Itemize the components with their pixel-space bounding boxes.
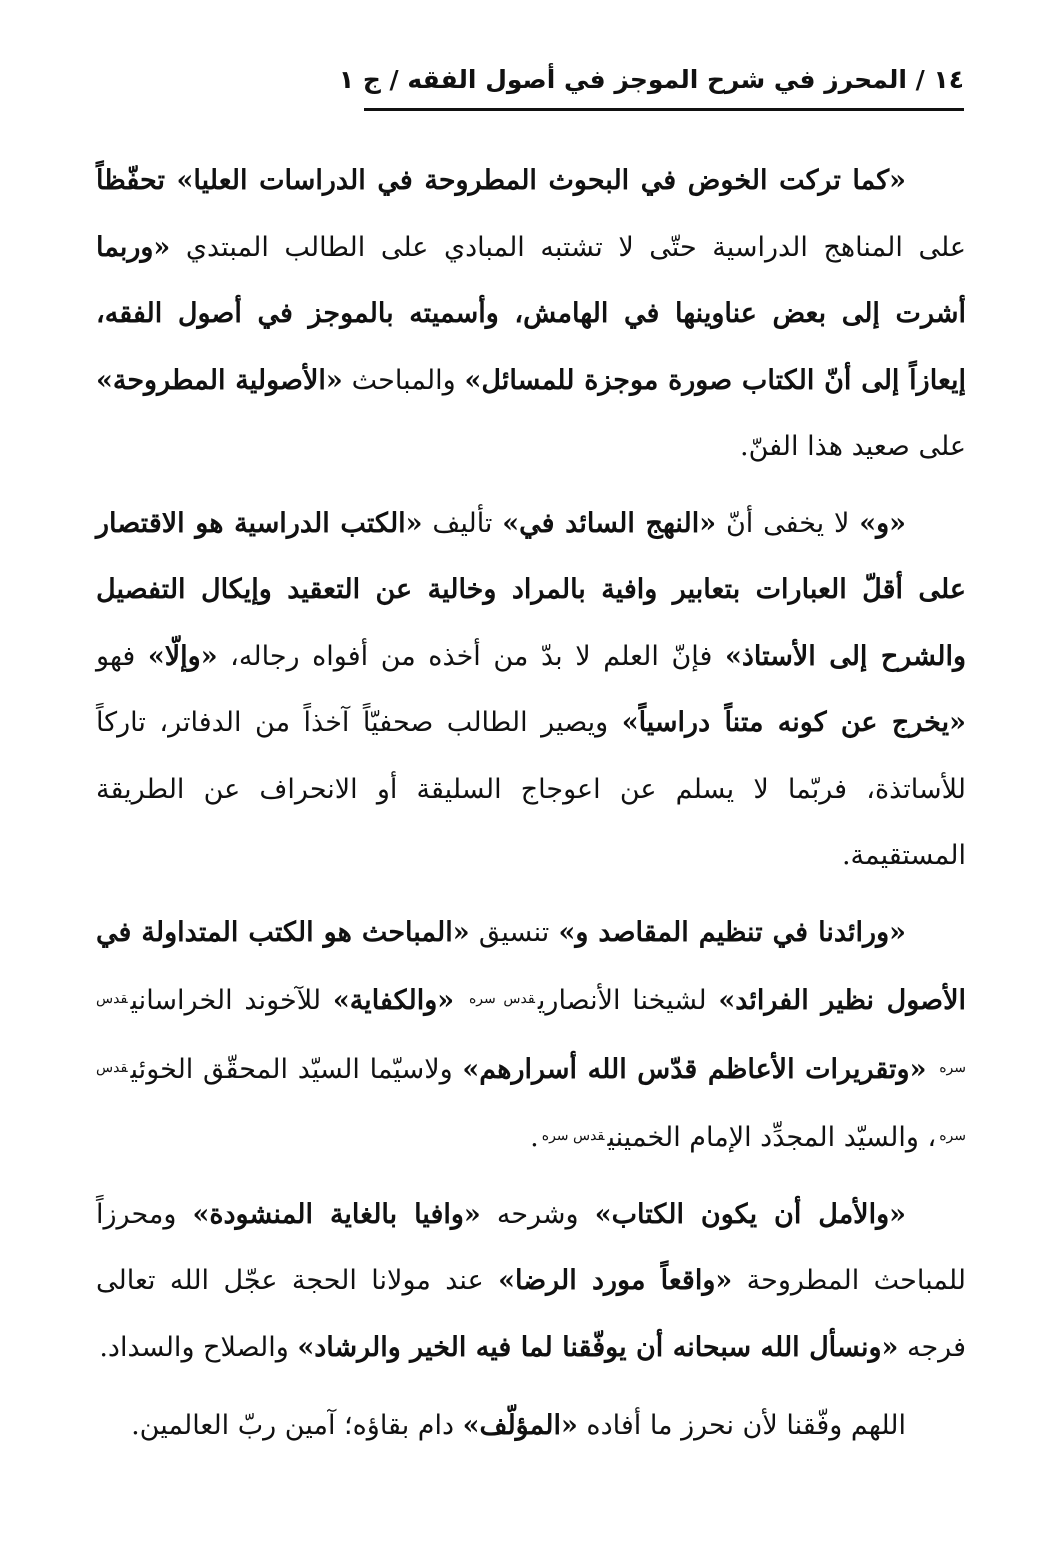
commentary-text [454, 985, 466, 1016]
page-header [338, 56, 964, 114]
quoted-text: «و» [859, 507, 906, 539]
honorific-mark: قدس سره [541, 1128, 605, 1144]
quoted-text: «وإلّا» [147, 640, 218, 672]
commentary-text: ومحرزاً للمباحث المطروحة [96, 1198, 967, 1296]
honorific-mark: قدس سره [96, 991, 967, 1076]
commentary-text: ، والسيّد المجدِّد الإمام الخميني [607, 1122, 937, 1153]
commentary-text: ولاسيّما السيّد المحقّق الخوئي [130, 1053, 463, 1085]
header-rule [364, 108, 964, 111]
commentary-text: . [530, 1122, 539, 1153]
quoted-text: «يخرج عن كونه متناً دراسياً» [621, 707, 966, 738]
paragraph-1 [96, 148, 966, 481]
paragraph-5 [96, 1393, 966, 1460]
commentary-text: اللهم وفّقنا لأن نحرز ما أفاده [577, 1410, 906, 1441]
running-title: ١٤ / المحرز في شرح الموجز في أصول الفقه / ج ١ [338, 65, 964, 94]
quoted-text: «وربما أشرت إلى بعض عناوينها في الهامش، وأسميته بالموجز في أصول الفقه، إيعازاً إلى أنّ الكتاب صورة موجزة للمسائل» [96, 231, 966, 396]
commentary-text: دام بقاؤه؛ آمين ربّ العالمين. [131, 1410, 463, 1441]
quoted-text: «النهج السائد في» [502, 507, 717, 539]
quoted-text: «ورائدنا في تنظيم المقاصد و» [558, 916, 906, 948]
quoted-text: «وتقريرات الأعاظم قدّس الله أسرارهم» [462, 1053, 927, 1085]
commentary-text: والمباحث [342, 364, 465, 396]
quoted-text: «وافيا بالغاية المنشودة» [192, 1198, 481, 1230]
commentary-text [926, 1054, 936, 1085]
commentary-text: فهو [96, 640, 148, 672]
quoted-text: «المؤلّف» [462, 1410, 578, 1441]
quoted-text: «كما تركت الخوض في البحوث المطروحة في الدراسات العليا» تحفّظاً [96, 165, 906, 196]
honorific-mark: قدس سره [468, 991, 535, 1007]
quoted-text: «المباحث هو الكتب المتداولة في الأصول نظير الفرائد» [96, 916, 966, 1016]
commentary-text: فإنّ العلم لا بدّ من أخذه من أفواه رجاله، [217, 640, 725, 672]
body-text [96, 148, 966, 1470]
quoted-text: «ونسأل الله سبحانه أن يوفّقنا لما فيه الخير والرشاد» [297, 1331, 899, 1363]
paragraph-2 [96, 491, 966, 890]
commentary-text: تنسيق [469, 916, 559, 948]
paragraph-4 [96, 1182, 966, 1382]
commentary-text: للآخوند الخراساني [130, 985, 333, 1016]
quoted-text: «واقعاً مورد الرضا» [498, 1265, 733, 1296]
commentary-text: ويصير الطالب صحفيّاً آخذاً من الدفاتر، تاركاً للأساتذة، فربّما لا يسلم عن اعوجاج السليقة أو الانحراف عن الطريقة المستقيمة. [96, 707, 966, 871]
quoted-text: «الكتب الدراسية هو الاقتصار على أقلّ العبارات بتعابير وافية بالمراد وخالية عن التعقيد وإيكال التفصيل والشرح إلى الأستاذ» [96, 507, 966, 672]
paragraph-3 [96, 900, 966, 1172]
commentary-text: وشرحه [480, 1198, 595, 1230]
quoted-text: «الأصولية المطروحة» [96, 364, 343, 396]
quoted-text: «والأمل أن يكون الكتاب» [594, 1198, 906, 1230]
commentary-text: لشيخنا الأنصاري [537, 985, 719, 1016]
commentary-text: عند مولانا الحجة عجّل الله تعالى فرجه [96, 1265, 966, 1363]
honorific-mark: قدس سره [96, 1059, 966, 1144]
commentary-text: والصلاح والسداد. [99, 1331, 298, 1363]
commentary-text: على صعيد هذا الفنّ. [739, 431, 966, 462]
commentary-text: على المناهج الدراسية حتّى لا تشتبه المبادي على الطالب المبتدي [170, 231, 966, 263]
commentary-text: تأليف [422, 507, 503, 539]
quoted-text: «والكفاية» [332, 985, 455, 1016]
commentary-text: لا يخفى أنّ [716, 507, 860, 539]
